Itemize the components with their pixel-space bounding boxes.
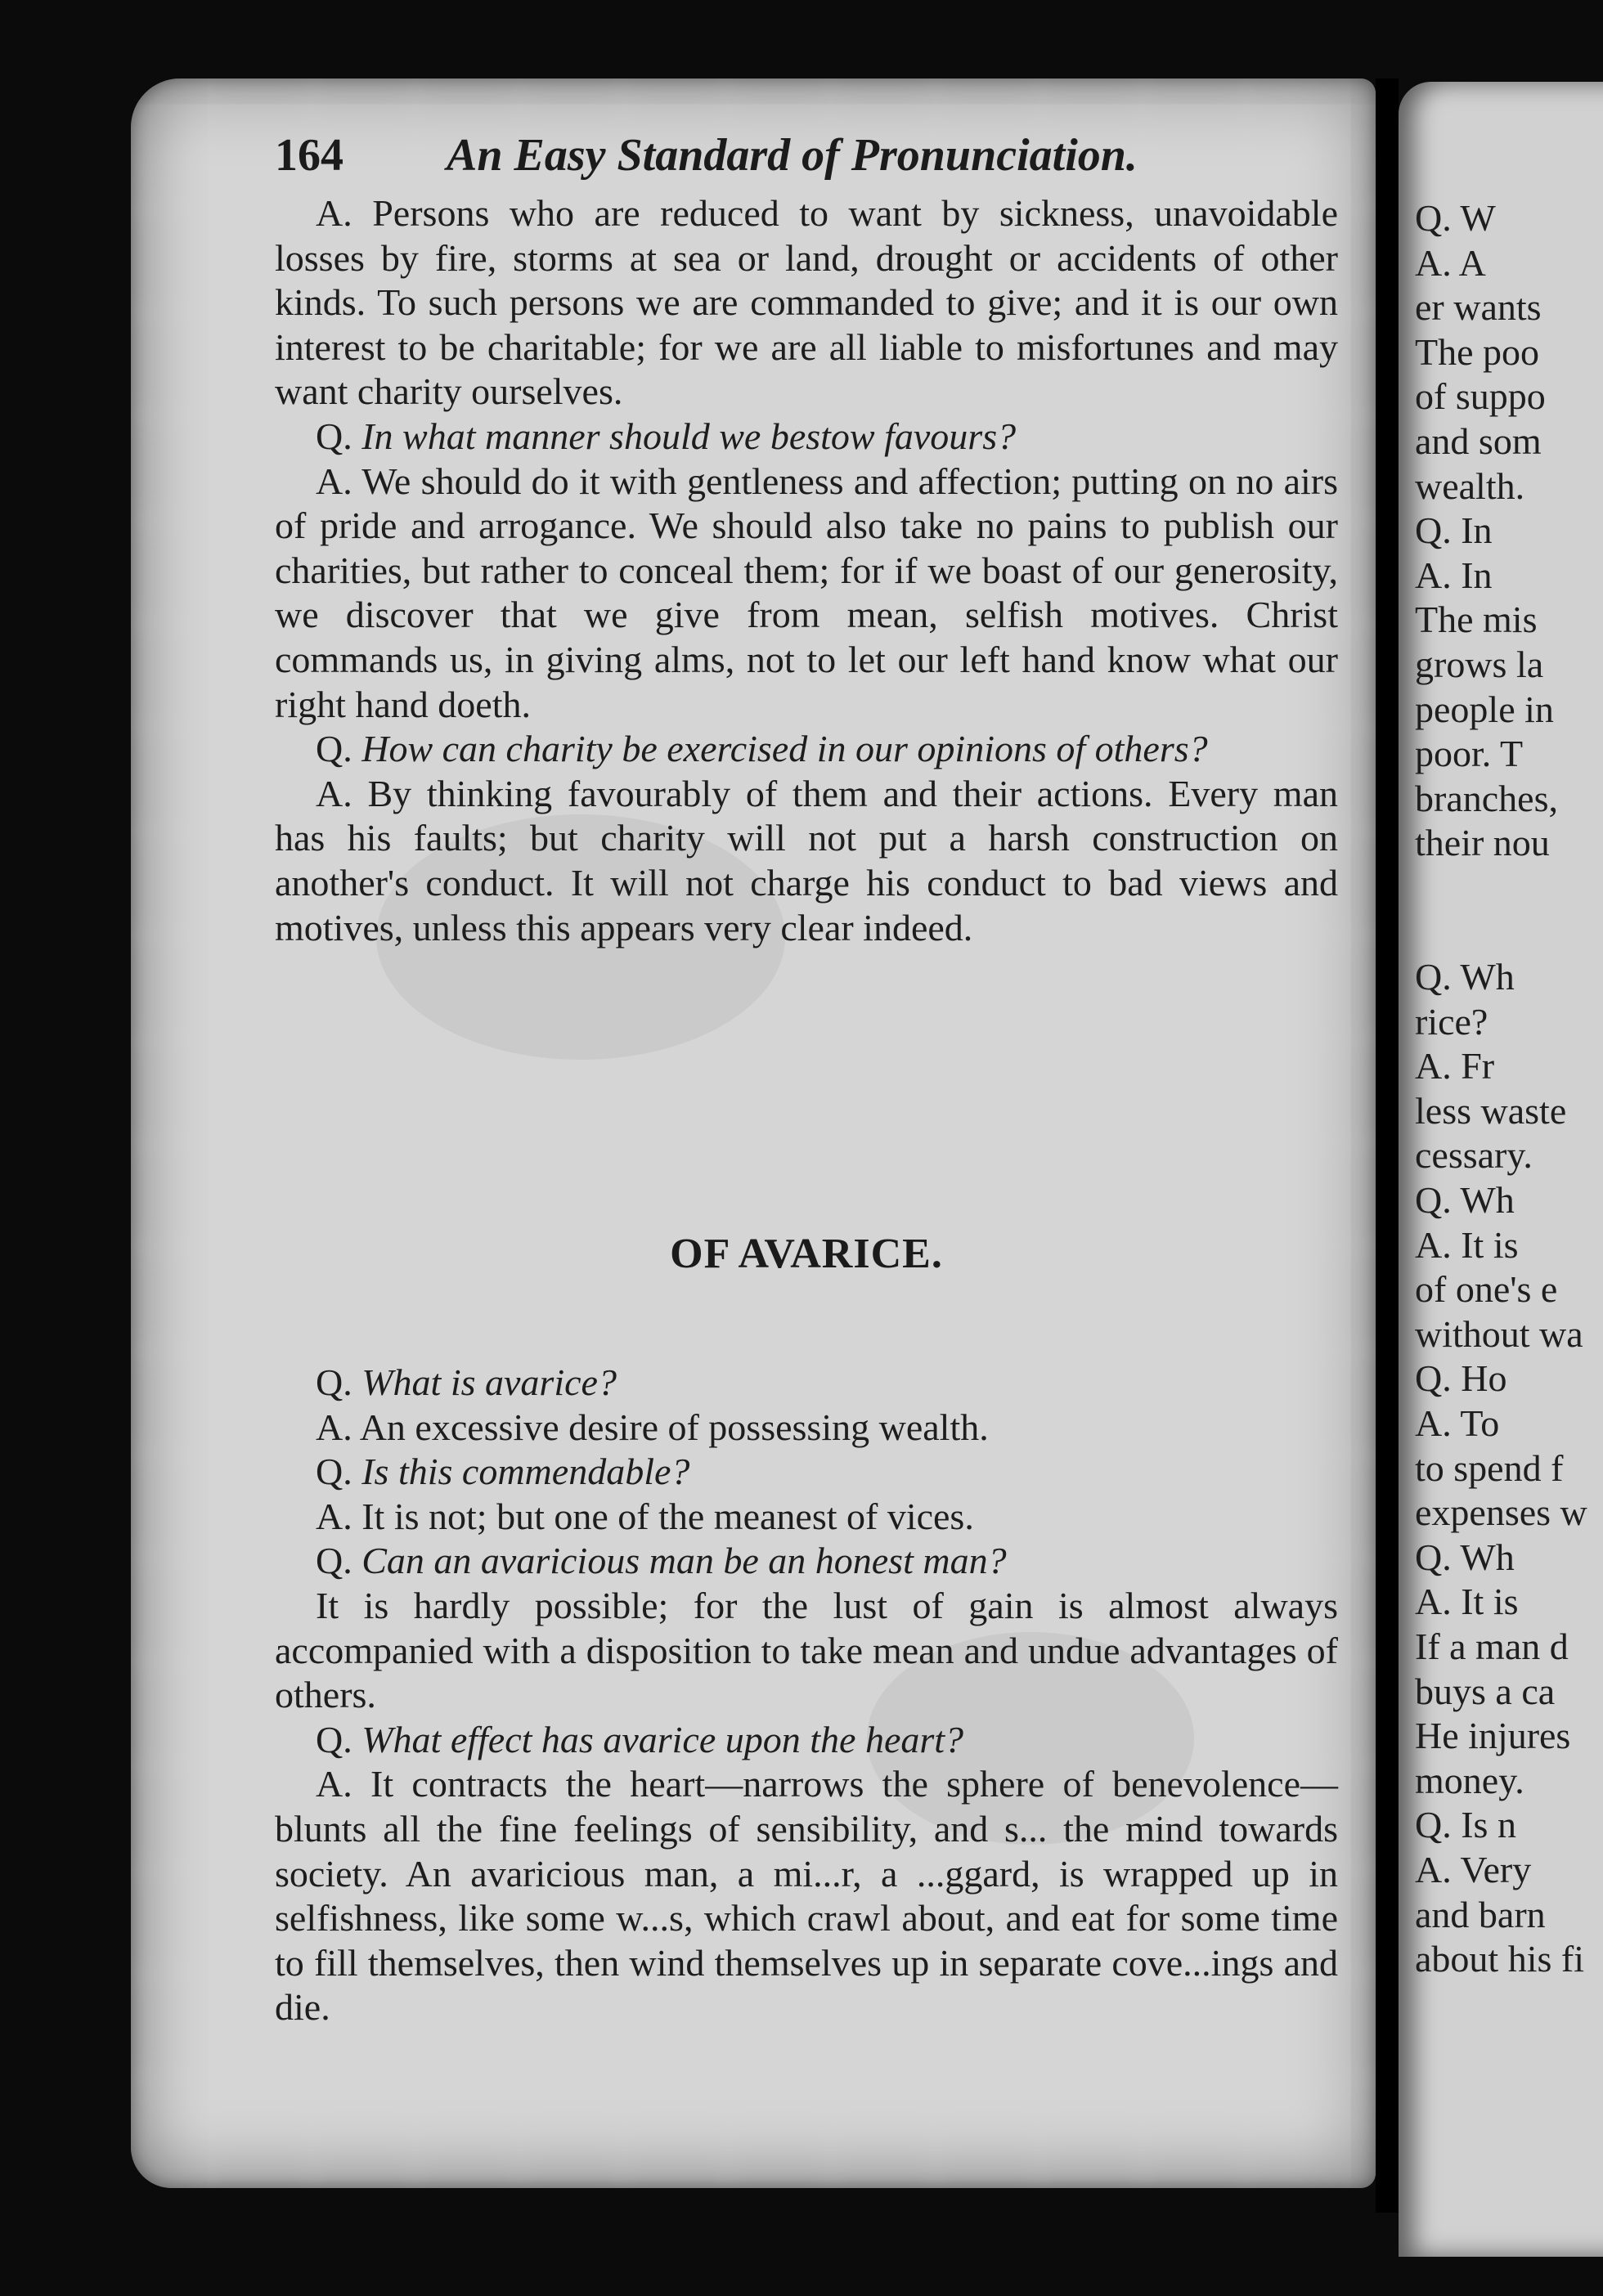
right-page-line: poor. T: [1415, 733, 1524, 775]
right-page-line: less waste: [1415, 1089, 1567, 1132]
paragraph-text: Is this commendable?: [361, 1451, 690, 1493]
paragraph-text: It is not; but one of the meanest of vices.: [361, 1495, 974, 1537]
right-page-line: without wa: [1415, 1312, 1583, 1355]
answer-paragraph: [275, 1495, 1338, 1540]
qa-label: A.: [316, 1763, 371, 1805]
paragraph-text: It is hardly possible; for the lust of gain is almost always accompanied with a disposition to take mean and undue advantages of others.: [275, 1584, 1338, 1716]
right-page-line: Q. Wh: [1415, 1536, 1515, 1578]
answer-paragraph: [275, 460, 1338, 728]
question-paragraph: [275, 1539, 1338, 1584]
right-page-line: A. In: [1415, 554, 1493, 596]
right-page-line: A. Very: [1415, 1848, 1532, 1890]
qa-label: Q.: [316, 1718, 362, 1760]
paragraph-text: We should do it with gentleness and affection; putting on no airs of pride and arrogance. We should also take no pains to publish our charities, but rather to conceal them; for if we boast of our generosity, we discover that we give from mean, selfish motives. Christ commands us, in giving alms, not to let our left hand know what our right hand doeth.: [275, 460, 1338, 725]
right-page-line: Q. Ho: [1415, 1357, 1507, 1400]
right-page-line: to spend f: [1415, 1446, 1564, 1489]
right-page-line: Q. W: [1415, 197, 1496, 239]
right-page-line: Q. Is n: [1415, 1804, 1516, 1846]
section-avarice-text: [275, 1361, 1338, 2030]
qa-label: Q.: [316, 1451, 362, 1493]
paragraph-text: Can an avaricious man be an honest man?: [361, 1540, 1007, 1582]
right-page-line: Q. Wh: [1415, 956, 1515, 998]
question-paragraph: [275, 727, 1338, 772]
paragraph-text: It contracts the heart—narrows the sphere of benevolence—blunts all the fine feelings of sensibility, and s... the mind towards society. An avaricious man, a mi...r, a ...ggard, is wrapped up in selfishness, like some w...s, which crawl about, and eat for some time to fill themselves, then wind themselves up in separate cove...ings and die.: [275, 1763, 1338, 2029]
paragraph-text: What effect has avarice upon the heart?: [361, 1718, 964, 1760]
qa-label: A.: [316, 1406, 360, 1448]
right-page-line: grows la: [1415, 643, 1544, 685]
text-paragraph: [275, 1584, 1338, 1718]
qa-label: A.: [316, 460, 362, 502]
right-page-line: A. To: [1415, 1402, 1500, 1445]
section-charity-text: [275, 191, 1338, 950]
right-page-line: buys a ca: [1415, 1670, 1556, 1712]
right-page-line: money.: [1415, 1759, 1524, 1801]
answer-paragraph: [275, 1762, 1338, 2030]
question-paragraph: [275, 1361, 1338, 1406]
right-page-line: Q. In: [1415, 509, 1493, 552]
right-page-line: about his fi: [1415, 1938, 1584, 1980]
right-page-line: and som: [1415, 419, 1542, 462]
question-paragraph: [275, 1718, 1338, 1763]
qa-label: A.: [316, 1495, 362, 1537]
paragraph-text: What is avarice?: [361, 1361, 617, 1403]
qa-label: Q.: [316, 728, 362, 770]
right-page-line: of one's e: [1415, 1268, 1558, 1311]
qa-label: A.: [316, 772, 368, 814]
right-page-line: If a man d: [1415, 1626, 1569, 1667]
answer-paragraph: [275, 1406, 1338, 1451]
right-page-line: He injures: [1415, 1715, 1571, 1757]
paragraph-text: By thinking favourably of them and their actions. Every man has his faults; but charity will not put a harsh construction on another's conduct. It will not charge his conduct to bad views and motives, unless this appears very clear indeed.: [275, 772, 1338, 948]
right-page-line: and barn: [1415, 1893, 1546, 1935]
right-page-line: cessary.: [1415, 1134, 1533, 1177]
right-page-line: The poo: [1415, 330, 1540, 373]
paragraph-text: An excessive desire of possessing wealth.: [359, 1406, 989, 1448]
answer-paragraph: [275, 191, 1338, 415]
right-page-line: A. A: [1415, 241, 1486, 284]
right-page-line: their nou: [1415, 822, 1550, 864]
left-page: [131, 78, 1376, 2188]
paragraph-text: How can charity be exercised in our opinions of others?: [361, 728, 1208, 770]
right-page-line: [1415, 911, 1603, 956]
right-page-line: Q. Wh: [1415, 1179, 1515, 1222]
paragraph-text: Persons who are reduced to want by sickness, unavoidable losses by fire, storms at sea or land, drought or accidents of other kinds. To such persons we are commanded to give; and it is our own interest to be charitable; for we are all liable to misfortunes and may want charity ourselves.: [275, 192, 1338, 413]
right-page-line: A. It is: [1415, 1581, 1519, 1623]
right-page-line: A. Fr: [1415, 1045, 1495, 1087]
answer-paragraph: [275, 772, 1338, 950]
page-number: 164: [275, 130, 344, 181]
qa-label: A.: [316, 192, 373, 234]
page-header: [275, 129, 1346, 195]
right-page-line: expenses w: [1415, 1491, 1587, 1534]
qa-label: Q.: [316, 1540, 362, 1582]
right-page-line: wealth.: [1415, 464, 1525, 507]
right-page-line: people in: [1415, 688, 1554, 730]
right-page-line: er wants: [1415, 286, 1542, 329]
right-page-text: [1415, 196, 1603, 1982]
book-gutter: [1376, 78, 1399, 2213]
section-heading: OF AVARICE.: [670, 1231, 943, 1277]
right-page-line: [1415, 866, 1603, 911]
right-page-line: of suppo: [1415, 375, 1546, 418]
paragraph-text: In what manner should we bestow favours?: [361, 415, 1017, 457]
question-paragraph: [275, 1450, 1338, 1495]
right-page-line: rice?: [1415, 1000, 1488, 1043]
qa-label: Q.: [316, 415, 362, 457]
right-page: [1399, 82, 1603, 2257]
right-page-line: The mis: [1415, 599, 1538, 641]
question-paragraph: [275, 415, 1338, 460]
right-page-line: branches,: [1415, 777, 1558, 819]
running-title: An Easy Standard of Pronunciation.: [447, 130, 1138, 181]
right-page-line: A. It is: [1415, 1223, 1519, 1266]
qa-label: Q.: [316, 1361, 362, 1403]
